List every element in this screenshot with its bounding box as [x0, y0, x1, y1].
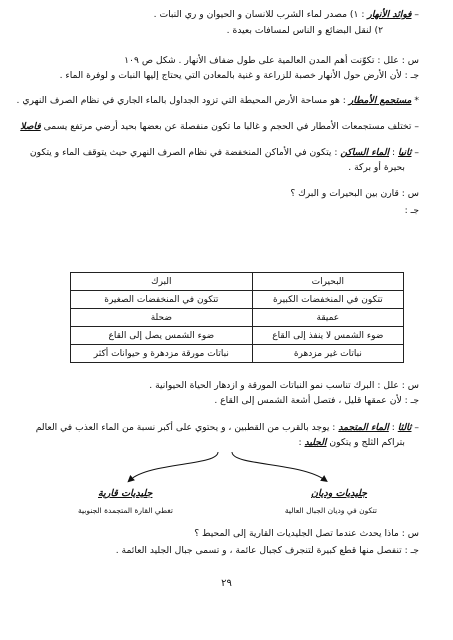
table-cell: ضوء الشمس لا ينفذ إلى القاع — [252, 327, 403, 345]
rivers-benefits-line — [26, 8, 419, 21]
comparison-table — [70, 272, 404, 363]
still-water-continuation: بحيرة أو بركة . — [348, 162, 405, 173]
watershed-divide-line — [20, 120, 419, 133]
bullet-dash: – — [414, 121, 419, 132]
rivers-benefits-heading: فوائد الأنهار — [367, 9, 412, 20]
bullet-star: * — [414, 95, 419, 106]
question-ponds: س : علل : البرك تناسب نمو النباتات المورقة و ازدهار الحياة الحيوانية . — [149, 380, 419, 391]
valley-glaciers-label: جليديات وديان — [311, 488, 367, 499]
frozen-water-continuation — [26, 436, 405, 449]
table-cell: نباتات غير مزدهرة — [252, 345, 403, 363]
watershed-definition — [16, 94, 419, 107]
bullet-dash: – — [414, 9, 419, 20]
answer-cities: جـ : لأن الأرض حول الأنهار خصبة للزراعة و غنية بالمعادن التي يحتاج إليها النبات و لوفرة الماء . — [59, 70, 419, 81]
still-water-term: الماء الساكن — [340, 147, 390, 158]
table-row — [71, 345, 404, 363]
page-number: ٢٩ — [221, 578, 232, 589]
question-icebergs: س : ماذا يحدث عندما تصل الجليديات القارية إلى المحيط ؟ — [194, 528, 419, 539]
answer-ponds: جـ : لأن عمقها قليل ، فتصل أشعة الشمس إلى القاع . — [214, 395, 419, 406]
question-cities: س : علل : تكوّنت أهم المدن العالمية على طول ضفاف الأنهار . شكل ص ١٠٩ — [124, 55, 419, 66]
table-header-lakes: البحيرات — [252, 273, 403, 291]
table-cell: ضوء الشمس يصل إلى القاع — [71, 327, 253, 345]
rivers-benefit-2: ٢) لنقل البضائع و الناس لمسافات بعيدة . — [226, 25, 383, 36]
divide-term: فاصلا — [20, 121, 41, 132]
rivers-benefit-1: : ١) مصدر لماء الشرب للانسان و الحيوان و ري النبات . — [153, 9, 368, 20]
continental-glaciers-desc: تغطي القارة المتجمدة الجنوبية — [78, 506, 173, 515]
second-heading: ثانيا — [397, 147, 412, 158]
watershed-term: مستجمع الأمطار — [348, 95, 412, 106]
arrow-left-branch — [130, 452, 218, 480]
table-row — [71, 327, 404, 345]
watershed-text: : هو مساحة الأرض المحيطة التي تزود الجداول بالماء الجاري في نظام الصرف النهري . — [16, 95, 349, 106]
valley-glaciers-desc: تتكون في وديان الجبال العالية — [284, 506, 377, 515]
table-row — [71, 291, 404, 309]
still-water-text: : يتكون في الأماكن المنخفضة في نظام الصرف النهري حيث يتوقف الماء و يتكون — [29, 147, 341, 158]
table-header-ponds: البرك — [71, 273, 253, 291]
table-cell: ضحلة — [71, 309, 253, 327]
frozen-water-term: الماء المتجمد — [338, 422, 389, 433]
table-header-row — [71, 273, 404, 291]
frozen-water-line: – ثالثا : الماء المتجمد : يوجد بالقرب من القطبين ، و يحتوي على أكبر نسبة من الماء العذب في العالم — [35, 422, 419, 433]
watershed-divide-text: تختلف مستجمعات الأمطار في الحجم و غالبا ما تكون منفصلة عن بعضها بحيد أرضي مرتفع يسمى — [40, 121, 412, 132]
table-cell: عميقة — [252, 309, 403, 327]
frozen-water-text: : يوجد بالقرب من القطبين ، و يحتوي على أكبر نسبة من الماء العذب في العالم — [35, 422, 339, 433]
bullet-dash: – — [414, 147, 419, 158]
bullet-dash: – — [414, 422, 419, 433]
third-heading: ثالثا — [397, 422, 412, 433]
question-compare: س : قارن بين البحيرات و البرك ؟ — [290, 188, 419, 199]
answer-icebergs: جـ : تنفصل منها قطع كبيرة لتنجرف كجبال عائمة ، و تسمى جبال الجليد العائمة . — [115, 545, 419, 556]
answer-compare-label: جـ : — [404, 205, 419, 216]
table-row — [71, 309, 404, 327]
table-cell: تتكون في المنخفضات الصغيرة — [71, 291, 253, 309]
colon: : — [298, 437, 305, 448]
arrow-right-branch — [232, 452, 325, 480]
still-water-line: – ثانيا : الماء الساكن : يتكون في الأماكن المنخفضة في نظام الصرف النهري حيث يتوقف الماء و يتكون — [29, 147, 419, 158]
table-cell: نباتات مورقة مزدهرة و حيوانات أكثر — [71, 345, 253, 363]
ice-term: الجليد — [304, 437, 327, 448]
ice-formation-text: بتراكم الثلج و يتكون — [326, 437, 405, 448]
table-cell: تتكون في المنخفضات الكبيرة — [252, 291, 403, 309]
continental-glaciers-label: جليديات قارية — [98, 488, 153, 499]
